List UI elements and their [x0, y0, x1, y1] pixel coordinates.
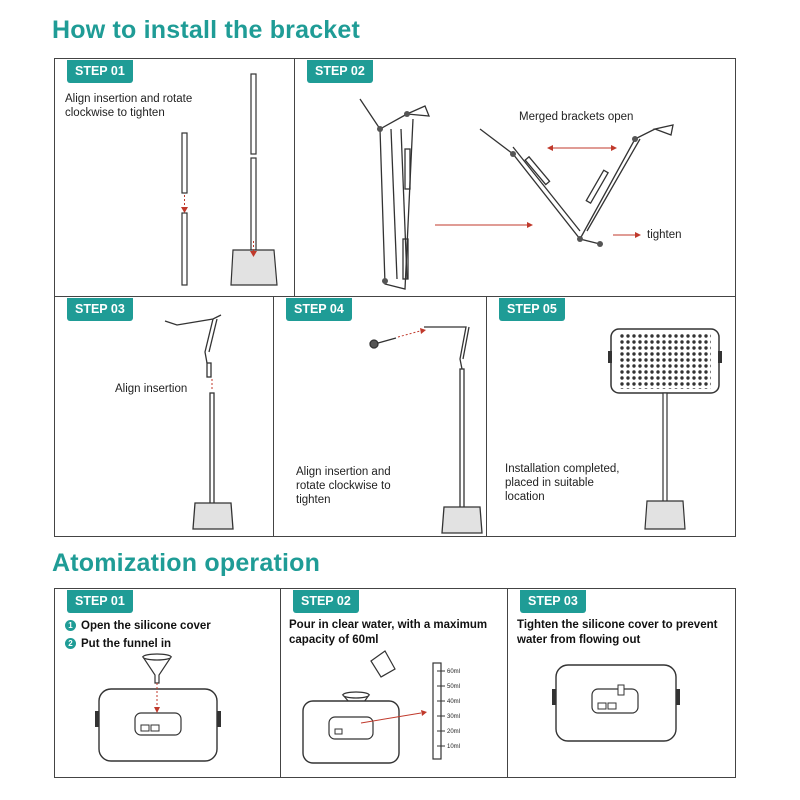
installed-grow-light-illustration: [487, 297, 736, 537]
atomize-step-03-text-1: Tighten the silicone cover to prevent: [517, 619, 718, 631]
install-step-01-badge: STEP 01: [67, 60, 133, 83]
scale-tick-50: 50ml: [447, 684, 461, 690]
install-step-02-badge: STEP 02: [307, 60, 373, 83]
merged-brackets-open-label: Merged brackets open: [519, 111, 634, 123]
install-step-05-text-2: placed in suitable: [505, 477, 594, 489]
atomize-step-03-panel: [507, 588, 736, 778]
scale-tick-40: 40ml: [447, 699, 461, 705]
install-step-04-text-1: Align insertion and: [296, 466, 391, 478]
install-step-05-badge: STEP 05: [499, 298, 565, 321]
atomize-step-02-text-1: Pour in clear water, with a maximum: [289, 619, 488, 631]
scale-tick-30: 30ml: [447, 714, 461, 720]
align-arm-illustration: [55, 297, 274, 537]
atomize-step-02-text-2: capacity of 60ml: [289, 634, 379, 646]
scale-tick-60: 60ml: [447, 669, 461, 675]
install-step-01-panel: [54, 58, 295, 297]
item-text: Put the funnel in: [81, 638, 172, 650]
install-step-03-text-1: Align insertion: [115, 383, 188, 395]
atomize-step-02-badge: STEP 02: [293, 590, 359, 613]
install-step-05-text-1: Installation completed,: [505, 463, 620, 475]
install-step-03-panel: [54, 296, 274, 537]
install-step-04-text-3: tighten: [296, 494, 331, 506]
atomize-step-02-panel: [280, 588, 508, 778]
install-step-03-badge: STEP 03: [67, 298, 133, 321]
install-step-05-panel: [486, 296, 736, 537]
scale-tick-20: 20ml: [447, 729, 461, 735]
water-pour-illustration: [281, 589, 508, 778]
install-step-02-panel: [294, 58, 736, 297]
install-step-04-text-2: rotate clockwise to: [296, 480, 391, 492]
install-step-01-text-2: clockwise to tighten: [65, 107, 165, 119]
cover-tighten-illustration: [508, 589, 736, 778]
scale-tick-10: 10ml: [447, 744, 461, 750]
atomize-step-01-badge: STEP 01: [67, 590, 133, 613]
pole-assembly-illustration: [55, 59, 295, 297]
atomize-step-03-text-2: water from flowing out: [517, 634, 641, 646]
install-step-04-badge: STEP 04: [286, 298, 352, 321]
install-section-title: How to install the bracket: [52, 16, 361, 44]
mount-head-illustration: [274, 297, 487, 537]
tighten-label: tighten: [647, 229, 682, 241]
atomize-step-01-panel: [54, 588, 281, 778]
funnel-insert-illustration: [55, 589, 281, 778]
atomize-step-03-badge: STEP 03: [520, 590, 586, 613]
folding-arm-illustration: [295, 59, 736, 297]
install-step-05-text-3: location: [505, 491, 545, 503]
install-step-01-text-1: Align insertion and rotate: [65, 93, 193, 105]
atomize-section-title: Atomization operation: [52, 549, 321, 577]
install-step-04-panel: [273, 296, 487, 537]
item-text: Open the silicone cover: [81, 620, 211, 632]
step-number-badge: 2: [65, 638, 76, 649]
step-number-badge: 1: [65, 620, 76, 631]
